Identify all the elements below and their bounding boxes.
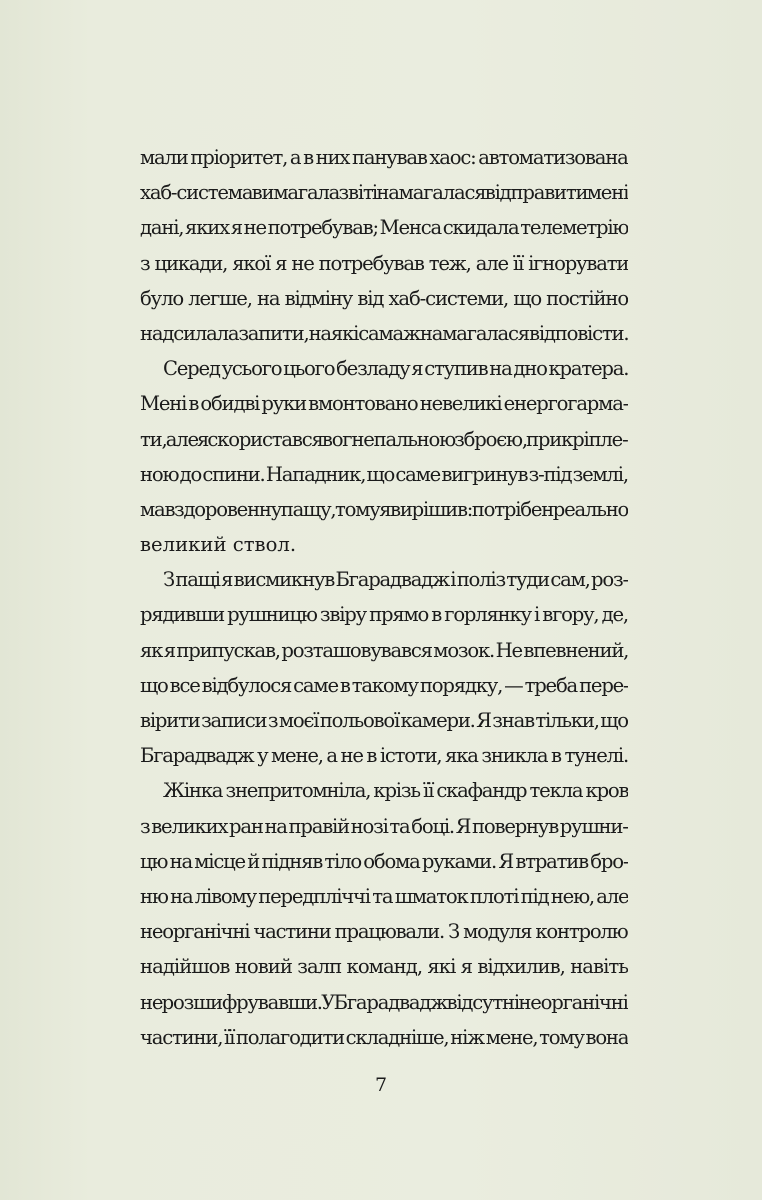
text-line: вірити записи з моєї польової камери. Я знав тільки, що	[140, 709, 628, 732]
text-line: було легше, на відміну від хаб-системи, що постійно	[140, 286, 628, 310]
text-line: ною до спини. Нападник, що саме вигринув з-під землі,	[140, 462, 628, 486]
text-line: як я припускав, розташовувався мозок. Не впевнений,	[140, 638, 628, 662]
text-line: неорганічні частини працювали. З модуля контролю	[140, 920, 628, 944]
text-line: з великих ран на правій нозі та боці. Я повернув рушни-	[140, 814, 628, 838]
text-line: Серед усього цього безладу я ступив на дно кратера.	[163, 357, 628, 381]
text-line: що все відбулося саме в такому порядку, — треба пере-	[140, 673, 628, 697]
text-line: З пащі я висмикнув Бгарадвадж і поліз туди сам, роз-	[163, 568, 628, 592]
text-line: частини, її полагодити складніше, ніж мене, тому вона	[140, 1025, 628, 1049]
text-line: Бгарадвадж у мене, а не в істоти, яка зникла в тунелі.	[140, 744, 628, 768]
text-line: не розшифрувавши. У Бгарадвадж відсутні неорганічні	[140, 990, 628, 1014]
text-line: рядивши рушницю звіру прямо в горлянку і вгору, де,	[140, 603, 628, 627]
text-line: з цикади, якої я не потребував теж, але її ігнорувати	[140, 251, 628, 275]
paragraph-2	[140, 351, 628, 562]
text-line: цю на місце й підняв тіло обома руками. Я втратив бро-	[140, 849, 628, 873]
text-line: мав здоровенну пащу, тому я вирішив: потрібен реально	[140, 497, 628, 521]
paragraph-4	[140, 773, 628, 1055]
paragraph-3	[140, 562, 628, 773]
text-line: мали пріоритет, а в них панував хаос: автоматизована	[140, 146, 628, 169]
text-line: дані, яких я не потребував; Менса скидала телеметрію	[140, 216, 628, 240]
text-line: ти, але я скористався вогнепальною зброєю, прикріпле-	[140, 427, 628, 451]
text-line: Мені в обидві руки вмонтовано невеликі енергогарма-	[140, 392, 628, 416]
paragraph-1	[140, 140, 628, 351]
page-number: 7	[374, 1074, 388, 1096]
text-line: Жінка знепритомніла, крізь її скафандр текла кров	[163, 779, 628, 803]
text-line: надсилала запити, на які сама ж намагалася відповісти.	[140, 321, 628, 345]
text-line: великий ствол.	[140, 533, 297, 557]
body-text	[140, 140, 628, 1055]
text-line: ню на лівому передпліччі та шматок плоті під нею, але	[140, 884, 628, 908]
text-line: хаб-система вимагала звіт і намагалася відправити мені	[140, 181, 628, 205]
text-line: надійшов новий залп команд, які я відхилив, навіть	[140, 955, 628, 979]
